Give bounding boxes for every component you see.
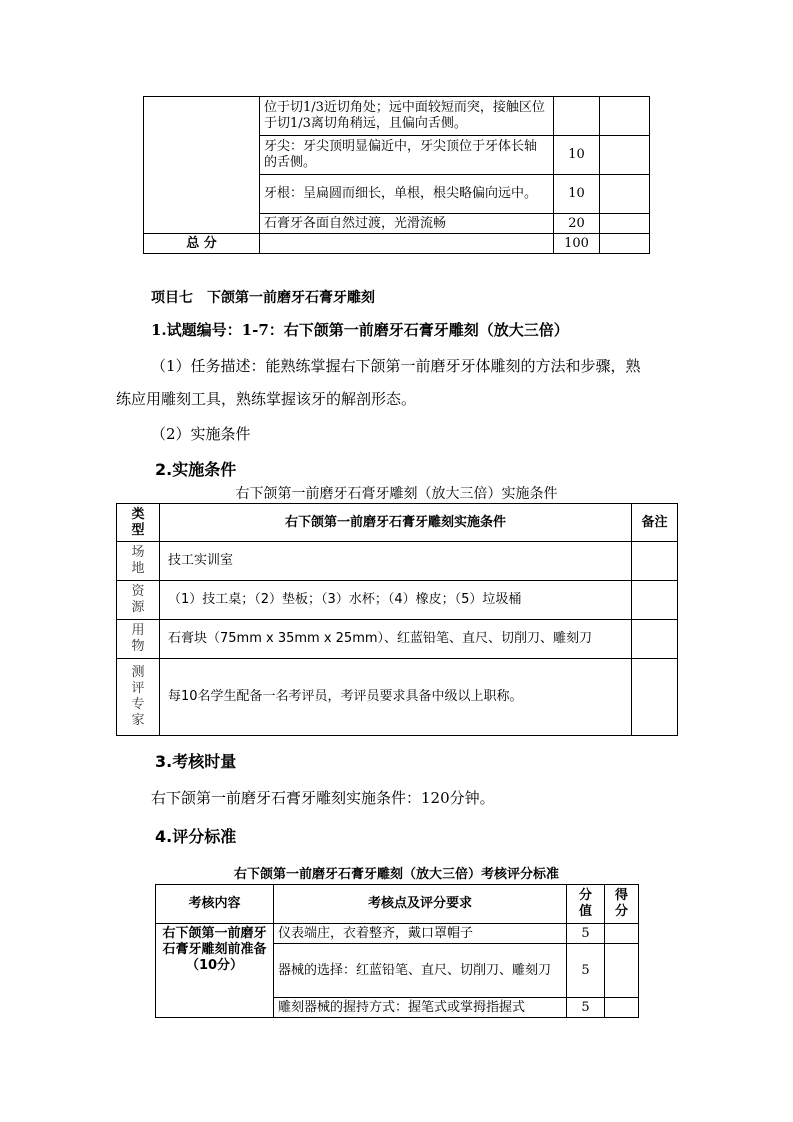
item-1-heading: 1.试题编号：1-7：右下颌第一前磨牙石膏牙雕刻（放大三倍） [151, 321, 569, 339]
conditions-table-caption: 右下颌第一前磨牙石膏牙雕刻（放大三倍）实施条件 [235, 486, 558, 502]
type-cell: 测评专家 [117, 659, 160, 736]
task-description-line2: 练应用雕刻工具，熟练掌握该牙的解剖形态。 [116, 390, 417, 408]
criteria-cell: 仪表端庄，衣着整齐，戴口罩帽子 [274, 924, 567, 944]
conditions-table [116, 503, 678, 736]
header-note: 备注 [632, 504, 678, 542]
header-value: 分值 [567, 885, 605, 924]
got-cell [605, 998, 639, 1018]
scoring-table-caption: 右下颌第一前磨牙石膏牙雕刻（放大三倍）考核评分标准 [233, 867, 559, 882]
note-cell [632, 659, 678, 736]
got-cell [605, 944, 639, 998]
type-cell: 资源 [117, 581, 160, 620]
value-cell: 5 [567, 924, 605, 944]
table-row [117, 620, 678, 659]
table-row [117, 542, 678, 581]
table-row [117, 581, 678, 620]
total-label: 总 分 [144, 234, 260, 254]
header-points: 考核点及评分要求 [274, 885, 567, 924]
section-4-heading: 4.评分标准 [155, 827, 237, 846]
condition-cell: 石膏块（75mm x 35mm x 25mm）、红蓝铅笔、直尺、切削刀、雕刻刀 [160, 620, 632, 659]
criteria-cell: 位于切1/3近切角处；远中面较短而突，接触区位于切1/3离切角稍远，且偏向舌侧。 [260, 97, 554, 136]
table-header-row [117, 504, 678, 542]
header-got: 得分 [605, 885, 639, 924]
condition-cell: 每10名学生配备一名考评员，考评员要求具备中级以上职称。 [160, 659, 632, 736]
section-3-heading: 3.考核时量 [155, 752, 237, 771]
project-title: 项目七 下颌第一前磨牙石膏牙雕刻 [151, 290, 375, 306]
note-cell [632, 542, 678, 581]
criteria-cell: 雕刻器械的握持方式：握笔式或掌拇指握式 [274, 998, 567, 1018]
table-row [156, 924, 639, 944]
got-cell [600, 97, 650, 136]
header-content: 考核内容 [156, 885, 274, 924]
type-cell: 用物 [117, 620, 160, 659]
score-cell: 10 [554, 175, 600, 214]
criteria-cell: 牙尖：牙尖顶明显偏近中，牙尖顶位于牙体长轴的舌侧。 [260, 136, 554, 175]
value-cell: 5 [567, 998, 605, 1018]
scoring-table-continued [143, 96, 650, 254]
content-cell [144, 97, 260, 234]
time-limit-text: 右下颌第一前磨牙石膏牙雕刻实施条件：120分钟。 [151, 789, 495, 807]
criteria-cell: 器械的选择：红蓝铅笔、直尺、切削刀、雕刻刀 [274, 944, 567, 998]
table-row [117, 659, 678, 736]
got-cell [600, 234, 650, 254]
section-2-heading: 2.实施条件 [155, 460, 237, 479]
header-type: 类型 [117, 504, 160, 542]
score-cell [554, 97, 600, 136]
total-row [144, 234, 650, 254]
type-cell: 场地 [117, 542, 160, 581]
content-group-cell [156, 924, 274, 1018]
score-cell: 20 [554, 214, 600, 234]
score-cell: 10 [554, 136, 600, 175]
table-header-row [156, 885, 639, 924]
condition-cell: 技工实训室 [160, 542, 632, 581]
task-description-line1: （1）任务描述：能熟练掌握右下颌第一前磨牙牙体雕刻的方法和步骤，熟 [151, 357, 641, 375]
table-row [144, 97, 650, 136]
total-score: 100 [554, 234, 600, 254]
got-cell [600, 214, 650, 234]
value-cell: 5 [567, 944, 605, 998]
conditions-item: （2）实施条件 [151, 425, 251, 443]
header-conditions: 右下颌第一前磨牙石膏牙雕刻实施条件 [160, 504, 632, 542]
note-cell [632, 620, 678, 659]
criteria-cell: 石膏牙各面自然过渡，光滑流畅 [260, 214, 554, 234]
criteria-cell: 牙根：呈扁圆而细长，单根，根尖略偏向远中。 [260, 175, 554, 214]
got-cell [600, 136, 650, 175]
scoring-standard-table [155, 884, 639, 1018]
total-empty-cell [260, 234, 554, 254]
note-cell [632, 581, 678, 620]
content-group-score: （10分） [185, 958, 244, 973]
got-cell [605, 924, 639, 944]
got-cell [600, 175, 650, 214]
content-group-label: 右下颌第一前磨牙石膏牙雕刻前准备 [162, 926, 267, 957]
condition-cell: （1）技工桌；（2）垫板；（3）水杯；（4）橡皮；（5）垃圾桶 [160, 581, 632, 620]
